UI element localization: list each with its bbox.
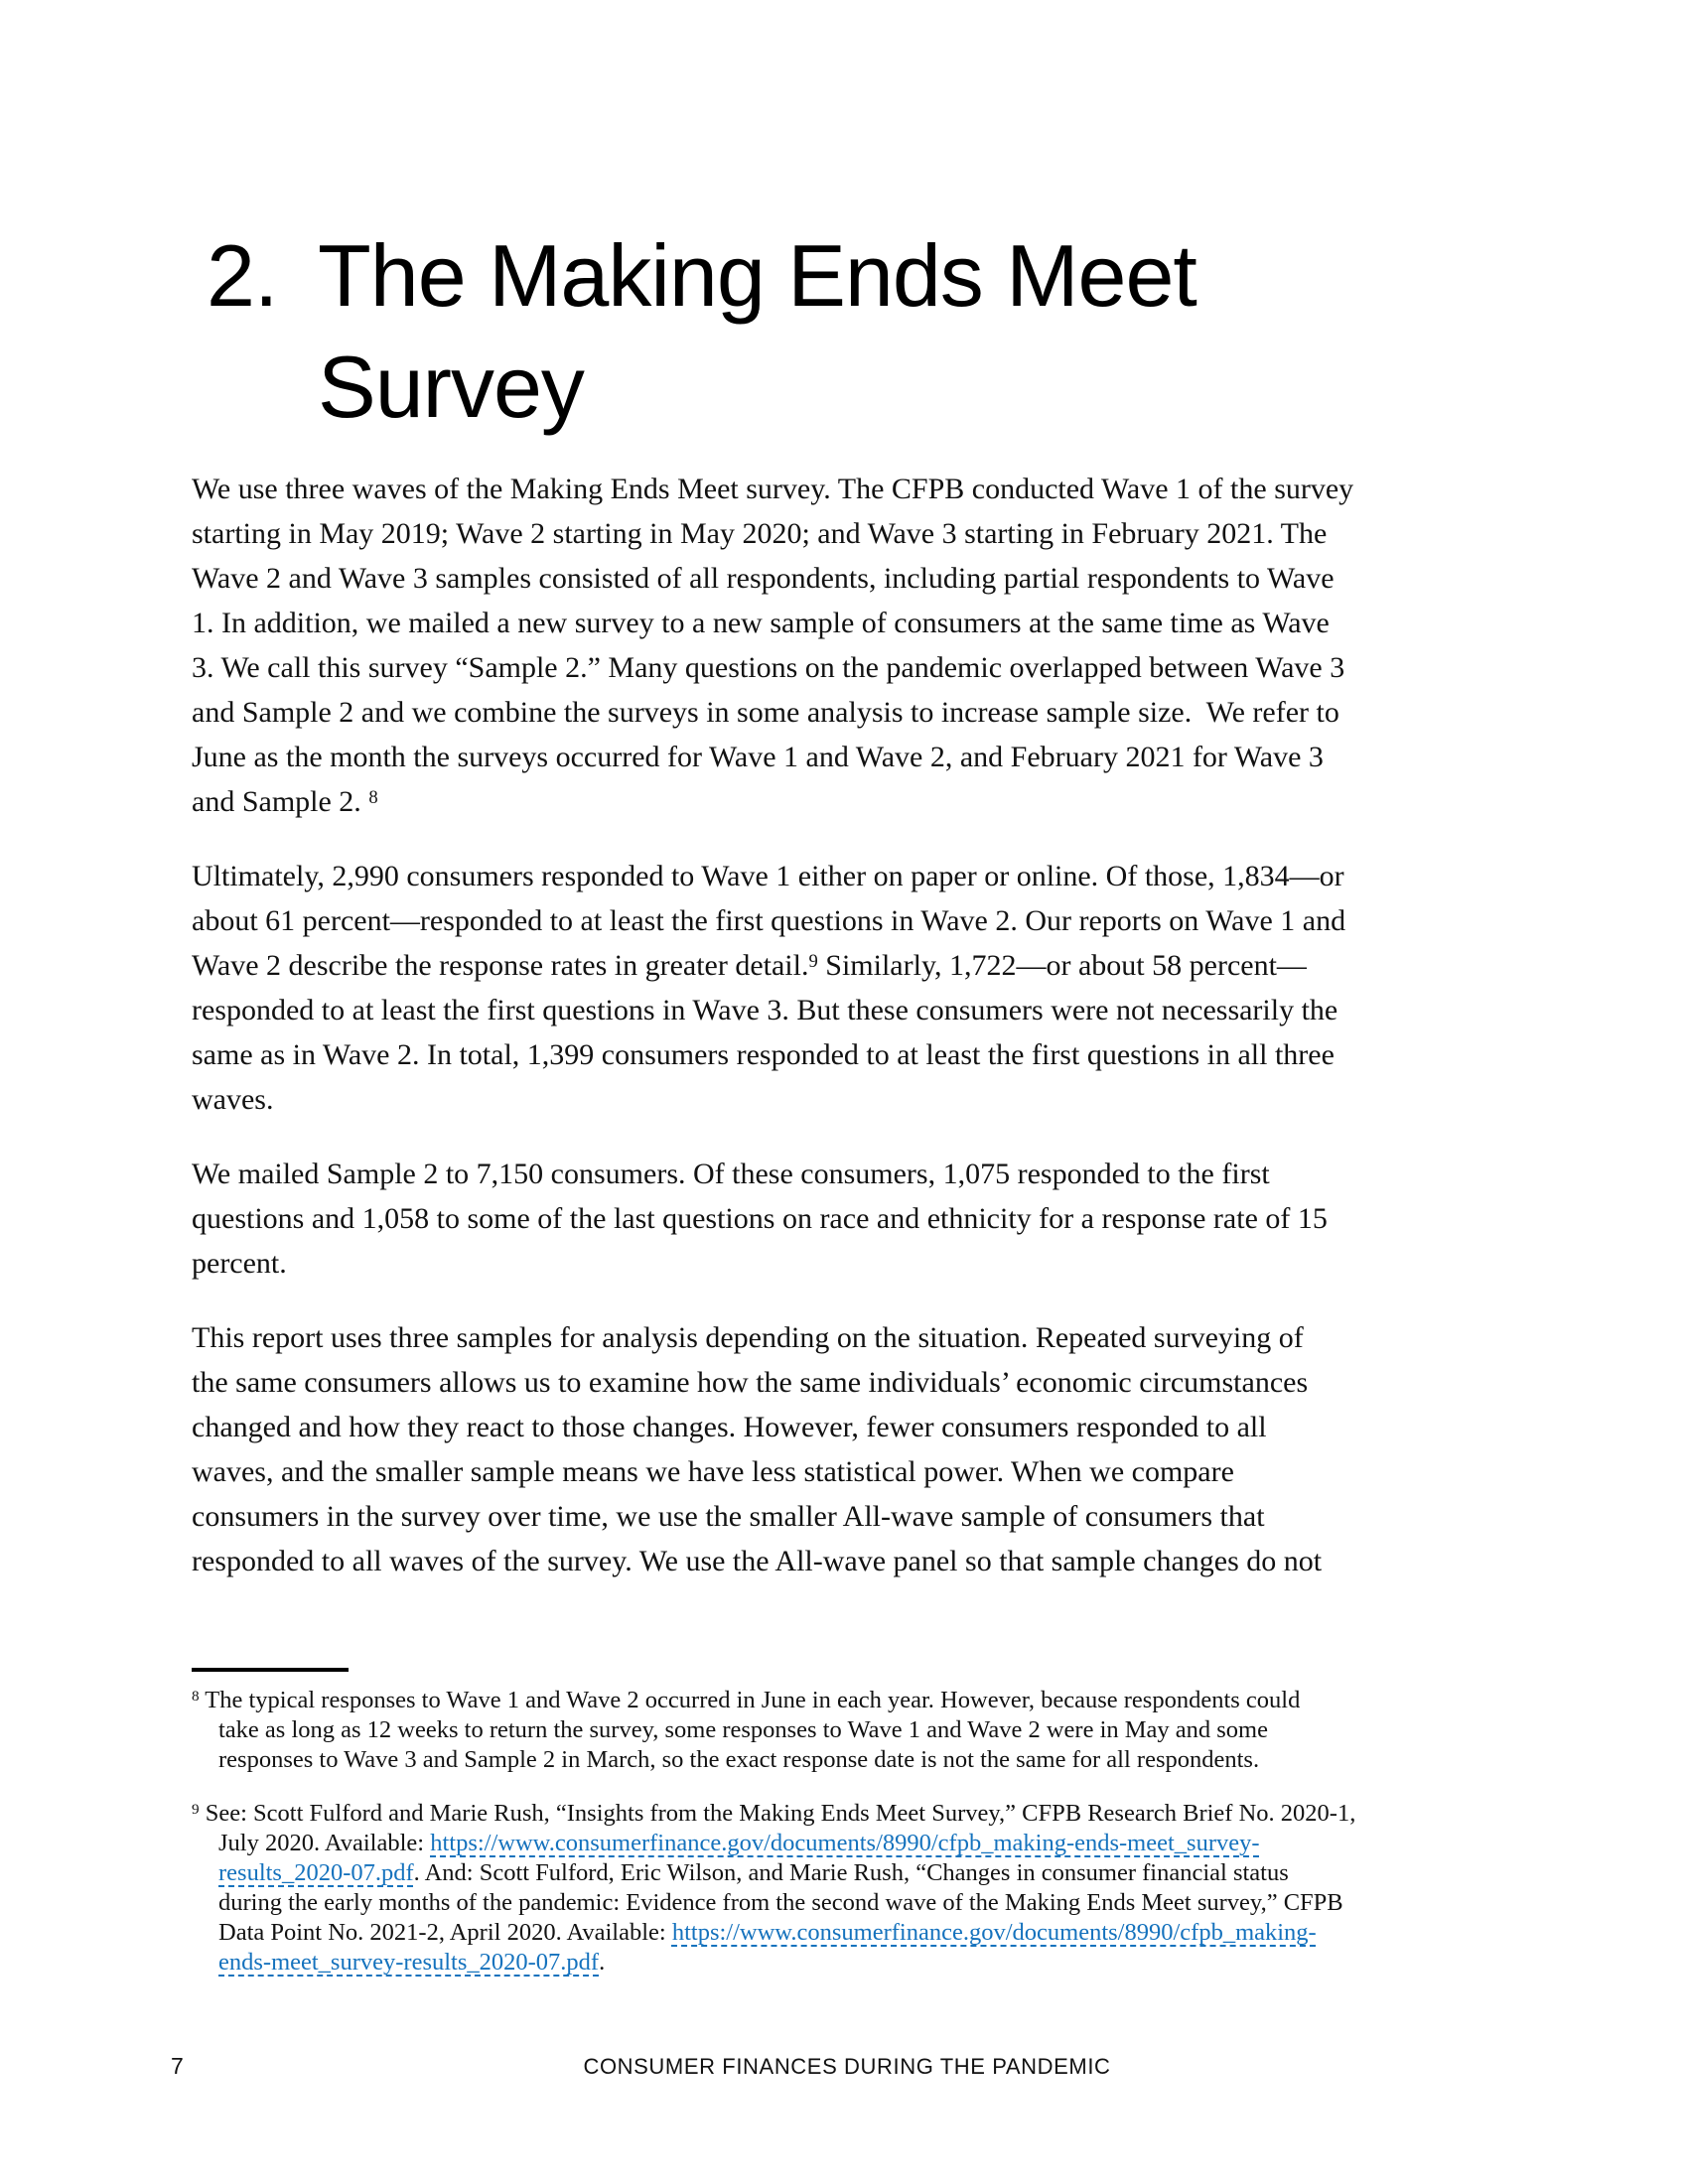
text-line: We mailed Sample 2 to 7,150 consumers. Of these consumers, 1,075 responded to the first [192, 1158, 1270, 1190]
text-line: This report uses three samples for analysis depending on the situation. Repeated surveying of [192, 1321, 1304, 1354]
hyperlink[interactable]: https://www.consumerfinance.gov/documents/8990/cfpb_making-ends-meet_survey- [430, 1830, 1260, 1856]
text-line: consumers in the survey over time, we use the smaller All-wave sample of consumers that [192, 1500, 1265, 1533]
chapter-heading [207, 220, 1196, 443]
text-line: June as the month the surveys occurred for Wave 1 and Wave 2, and February 2021 for Wave 3 [192, 741, 1324, 773]
text-line: July 2020. Available: https://www.consumerfinance.gov/documents/8990/cfpb_making-ends-meet_survey- [218, 1830, 1260, 1856]
text-line: ends-meet_survey-results_2020-07.pdf. [218, 1949, 606, 1976]
footnote-marker: 8 [192, 1688, 200, 1706]
chapter-number: 2. [207, 226, 278, 325]
text-line: Data Point No. 2021-2, April 2020. Available: https://www.consumerfinance.gov/documents/8990/cfpb_making- [218, 1919, 1317, 1946]
text-line: 3. We call this survey “Sample 2.” Many questions on the pandemic overlapped between Wave 3 [192, 651, 1345, 684]
chapter-title [318, 220, 1196, 443]
text-line: We use three waves of the Making Ends Meet survey. The CFPB conducted Wave 1 of the survey [192, 473, 1354, 505]
footnote-8 [192, 1686, 1502, 1775]
text-line: waves. [192, 1083, 274, 1116]
text-line: same as in Wave 2. In total, 1,399 consumers responded to at least the first questions in all three [192, 1038, 1335, 1071]
footnote-marker: 9 [192, 1801, 200, 1819]
text-line: results_2020-07.pdf. And: Scott Fulford, Eric Wilson, and Marie Rush, “Changes in consumer financial status [218, 1859, 1289, 1886]
text-line: take as long as 12 weeks to return the survey, some responses to Wave 1 and Wave 2 were in May and some [218, 1716, 1268, 1743]
text-line: responses to Wave 3 and Sample 2 in March, so the exact response date is not the same for all respondents. [218, 1746, 1260, 1773]
footnote-marker: 9 [808, 950, 818, 972]
text-line: percent. [192, 1247, 287, 1280]
text-line: changed and how they react to those changes. However, fewer consumers responded to all [192, 1411, 1267, 1443]
text-line: and Sample 2. $^8$ [192, 785, 378, 818]
text-line: the same consumers allows us to examine how the same individuals’ economic circumstances [192, 1366, 1309, 1399]
body-paragraph-3 [192, 1152, 1502, 1286]
text-line: Ultimately, 2,990 consumers responded to Wave 1 either on paper or online. Of those, 1,834—or [192, 860, 1344, 892]
text-line: and Sample 2 and we combine the surveys in some analysis to increase sample size. We refer to [192, 696, 1339, 729]
text-line: about 61 percent—responded to at least the first questions in Wave 2. Our reports on Wave 1 and [192, 904, 1346, 937]
page-number: 7 [171, 2053, 184, 2079]
text-line: questions and 1,058 to some of the last questions on race and ethnicity for a response rate of 15 [192, 1202, 1328, 1235]
running-footer-title: CONSUMER FINANCES DURING THE PANDEMIC [583, 2054, 1111, 2079]
footnote-marker: 8 [368, 786, 378, 808]
text-line: $^9$ See: Scott Fulford and Marie Rush, “Insights from the Making Ends Meet Survey,” CFPB Research Brief No. 2020-1, [192, 1800, 1356, 1827]
hyperlink[interactable]: https://www.consumerfinance.gov/documents/8990/cfpb_making- [671, 1919, 1317, 1946]
text-line: during the early months of the pandemic: Evidence from the second wave of the Making Ends Meet survey,” CFPB [218, 1889, 1343, 1916]
body-text-column [192, 467, 1502, 1583]
text-line: responded to all waves of the survey. We use the All-wave panel so that sample changes do not [192, 1545, 1323, 1577]
text-line: The Making Ends Meet [318, 226, 1196, 325]
footnotes-section [192, 1686, 1502, 1978]
footnote-9 [192, 1799, 1502, 1978]
text-line: responded to at least the first questions in Wave 3. But these consumers were not necessarily the [192, 994, 1338, 1026]
hyperlink[interactable]: ends-meet_survey-results_2020-07.pdf [218, 1949, 600, 1976]
text-line: Wave 2 describe the response rates in greater detail.$^9$ Similarly, 1,722—or about 58 percent— [192, 949, 1307, 982]
text-line: Survey [318, 338, 584, 436]
footnote-divider [192, 1668, 349, 1672]
body-paragraph-4 [192, 1315, 1502, 1583]
body-paragraph-2 [192, 854, 1502, 1122]
text-line: waves, and the smaller sample means we have less statistical power. When we compare [192, 1455, 1234, 1488]
text-line: Wave 2 and Wave 3 samples consisted of all respondents, including partial respondents to Wave [192, 562, 1335, 595]
text-line: starting in May 2019; Wave 2 starting in May 2020; and Wave 3 starting in February 2021. The [192, 517, 1328, 550]
text-line: $^8$ The typical responses to Wave 1 and Wave 2 occurred in June in each year. However, because respondents could [192, 1687, 1301, 1713]
text-line: 1. In addition, we mailed a new survey to a new sample of consumers at the same time as Wave [192, 607, 1330, 639]
body-paragraph-1 [192, 467, 1502, 824]
hyperlink[interactable]: results_2020-07.pdf [218, 1859, 414, 1886]
